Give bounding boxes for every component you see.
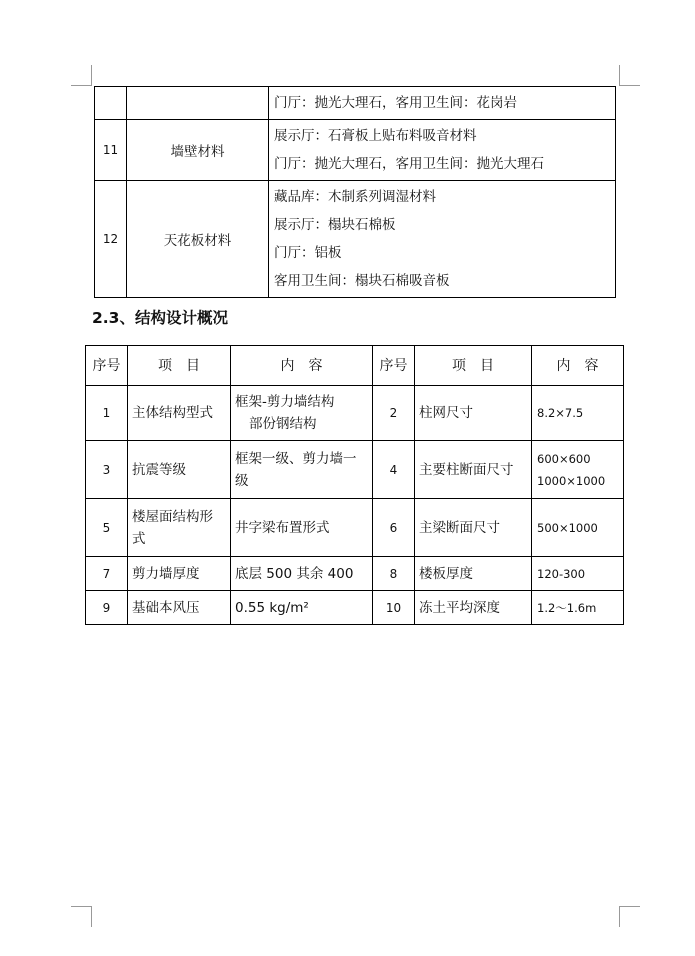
content-line: 600×600 bbox=[537, 451, 591, 466]
row-number: 11 bbox=[95, 120, 127, 181]
row-content: 500×1000 bbox=[532, 499, 624, 557]
content-line: 框架一级、剪力墙一 bbox=[235, 450, 357, 467]
content-line: 门厅：抛光大理石，客用卫生间：花岗岩 bbox=[274, 95, 517, 111]
content-line: 1000×1000 bbox=[537, 473, 606, 488]
row-number: 12 bbox=[95, 181, 127, 298]
row-number: 10 bbox=[373, 591, 415, 625]
row-content: 0.55 kg/m² bbox=[231, 591, 373, 625]
item-line: 式 bbox=[132, 530, 146, 547]
content-line: 级 bbox=[235, 472, 249, 489]
row-item: 剪力墙厚度 bbox=[128, 557, 231, 591]
item-line: 楼屋面结构形 bbox=[132, 508, 213, 525]
header-content: 内 容 bbox=[231, 346, 373, 386]
row-item: 冻土平均深度 bbox=[415, 591, 532, 625]
row-item bbox=[127, 87, 269, 120]
table-row bbox=[86, 557, 624, 591]
row-number: 8 bbox=[373, 557, 415, 591]
row-number: 3 bbox=[86, 441, 128, 499]
row-item bbox=[128, 499, 231, 557]
row-content bbox=[269, 181, 616, 298]
row-number: 6 bbox=[373, 499, 415, 557]
section-heading: 2.3、结构设计概况 bbox=[92, 309, 228, 327]
row-item: 天花板材料 bbox=[127, 181, 269, 298]
content-line: 框架-剪力墙结构 bbox=[235, 394, 335, 410]
row-number: 4 bbox=[373, 441, 415, 499]
crop-mark-top-right bbox=[619, 65, 640, 86]
row-content bbox=[231, 441, 373, 499]
header-number: 序号 bbox=[86, 346, 128, 386]
row-content: 8.2×7.5 bbox=[532, 386, 624, 441]
row-number bbox=[95, 87, 127, 120]
crop-mark-bottom-right bbox=[619, 906, 640, 927]
row-item: 抗震等级 bbox=[128, 441, 231, 499]
table-row bbox=[95, 120, 616, 181]
row-content bbox=[269, 87, 616, 120]
table-row bbox=[86, 386, 624, 441]
row-number: 9 bbox=[86, 591, 128, 625]
table-row bbox=[86, 499, 624, 557]
row-number: 2 bbox=[373, 386, 415, 441]
content-line: 部份钢结构 bbox=[249, 416, 317, 432]
table-header-row bbox=[86, 346, 624, 386]
header-item: 项 目 bbox=[415, 346, 532, 386]
row-content bbox=[532, 441, 624, 499]
header-content: 内 容 bbox=[532, 346, 624, 386]
content-line: 客用卫生间：榻块石棉吸音板 bbox=[274, 273, 450, 289]
row-content: 井字梁布置形式 bbox=[231, 499, 373, 557]
content-line: 展示厅：榻块石棉板 bbox=[274, 217, 396, 233]
row-content bbox=[269, 120, 616, 181]
table-row bbox=[95, 87, 616, 120]
materials-table bbox=[94, 86, 616, 298]
content-line: 展示厅：石膏板上贴布料吸音材料 bbox=[274, 128, 477, 144]
crop-mark-top-left bbox=[71, 65, 92, 86]
content-line: 门厅：铝板 bbox=[274, 245, 342, 261]
row-content: 底层 500 其余 400 bbox=[231, 557, 373, 591]
row-number: 7 bbox=[86, 557, 128, 591]
header-number: 序号 bbox=[373, 346, 415, 386]
table-row bbox=[86, 441, 624, 499]
content-line: 门厅：抛光大理石，客用卫生间：抛光大理石 bbox=[274, 156, 544, 172]
row-number: 5 bbox=[86, 499, 128, 557]
row-content: 120-300 bbox=[532, 557, 624, 591]
row-item: 楼板厚度 bbox=[415, 557, 532, 591]
row-item: 主体结构型式 bbox=[128, 386, 231, 441]
row-item: 基础本风压 bbox=[128, 591, 231, 625]
row-content bbox=[231, 386, 373, 441]
header-item: 项 目 bbox=[128, 346, 231, 386]
crop-mark-bottom-left bbox=[71, 906, 92, 927]
table-row bbox=[86, 591, 624, 625]
row-content: 1.2～1.6m bbox=[532, 591, 624, 625]
row-item: 主要柱断面尺寸 bbox=[415, 441, 532, 499]
row-item: 墙壁材料 bbox=[127, 120, 269, 181]
row-number: 1 bbox=[86, 386, 128, 441]
content-line: 藏品库：木制系列调湿材料 bbox=[274, 189, 436, 205]
table-row bbox=[95, 181, 616, 298]
row-item: 柱网尺寸 bbox=[415, 386, 532, 441]
structure-overview-table bbox=[85, 345, 624, 625]
row-item: 主梁断面尺寸 bbox=[415, 499, 532, 557]
